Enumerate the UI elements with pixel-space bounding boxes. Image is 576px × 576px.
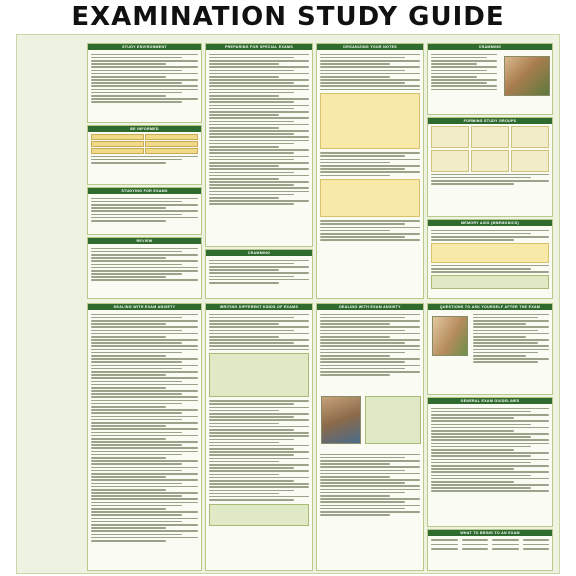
students-photo — [504, 56, 550, 96]
study-group-grid — [431, 126, 549, 172]
panel-header: MEMORY AIDS (MNEMONICS) — [428, 220, 552, 226]
panel-header: FORMING STUDY GROUPS — [428, 118, 552, 124]
panel-body — [428, 226, 552, 293]
panel-header: STUDYING FOR EXAMS — [88, 188, 201, 194]
panel-header: CRAMMING — [428, 44, 552, 50]
page-title: EXAMINATION STUDY GUIDE — [71, 2, 505, 32]
panel-header: WHAT TO BRING TO AN EXAM — [428, 530, 552, 536]
poster-area — [16, 34, 560, 574]
panel-memory-aids — [427, 219, 553, 299]
panel-organizing-notes — [316, 43, 424, 299]
studying-student-photo — [432, 316, 468, 356]
panel-header: ORGANIZING YOUR NOTES — [317, 44, 423, 50]
title-bar — [0, 0, 576, 34]
panel-review — [87, 237, 202, 299]
panel-body — [317, 50, 423, 244]
panel-writing-exams — [205, 303, 313, 571]
mnemonic-box — [431, 243, 549, 263]
panel-body — [470, 310, 552, 367]
panel-dealing-anxiety — [87, 303, 202, 571]
panel-body — [317, 310, 423, 379]
panel-body — [88, 50, 201, 107]
panel-body — [428, 50, 500, 94]
panel-body-lower — [317, 450, 423, 519]
panel-handling-exam — [316, 303, 424, 571]
panel-header: STUDY ENVIRONMENT — [88, 44, 201, 50]
panel-header: DEALING WITH EXAM ANXIETY — [317, 304, 423, 310]
panel-what-to-bring — [427, 529, 553, 571]
panel-cramming-2 — [205, 249, 313, 299]
panel-body — [428, 536, 552, 553]
panel-cramming — [427, 43, 553, 115]
panel-body — [206, 310, 312, 531]
bring-items-list — [431, 538, 549, 551]
panel-forming-groups — [427, 117, 553, 217]
mnemonic-diagram — [431, 275, 549, 289]
panel-preparing-special — [205, 43, 313, 247]
panel-header: WRITING DIFFERENT KINDS OF EXAMS — [206, 304, 312, 310]
panel-body — [88, 244, 201, 285]
panel-header: CRAMMING — [206, 250, 312, 256]
panel-study-environment — [87, 43, 202, 123]
panel-studying-exams — [87, 187, 202, 235]
panel-body — [88, 194, 201, 225]
notes-table — [320, 179, 420, 217]
panel-header: QUESTIONS TO ASK YOURSELF AFTER THE EXAM — [428, 304, 552, 310]
panel-body — [206, 256, 312, 287]
panel-header: BE INFORMED — [88, 126, 201, 132]
exam-tips-box-2 — [209, 504, 309, 526]
cornell-notes-diagram — [320, 93, 420, 149]
exam-tips-box — [209, 353, 309, 397]
panel-header: DEALING WITH EXAM ANXIETY — [88, 304, 201, 310]
panel-header: GENERAL EXAM GUIDELINES — [428, 398, 552, 404]
panel-body — [206, 50, 312, 209]
panel-be-informed — [87, 125, 202, 185]
panel-body — [428, 124, 552, 188]
panel-general-guidelines — [427, 397, 553, 527]
anxiety-tips-box — [365, 396, 421, 444]
panel-body — [428, 404, 552, 496]
panel-header: PREPARING FOR SPECIAL EXAMS — [206, 44, 312, 50]
panel-header: REVIEW — [88, 238, 201, 244]
panel-body — [88, 132, 201, 167]
panel-questions-after — [427, 303, 553, 395]
anxious-student-photo — [321, 396, 361, 444]
panel-body — [88, 310, 201, 545]
